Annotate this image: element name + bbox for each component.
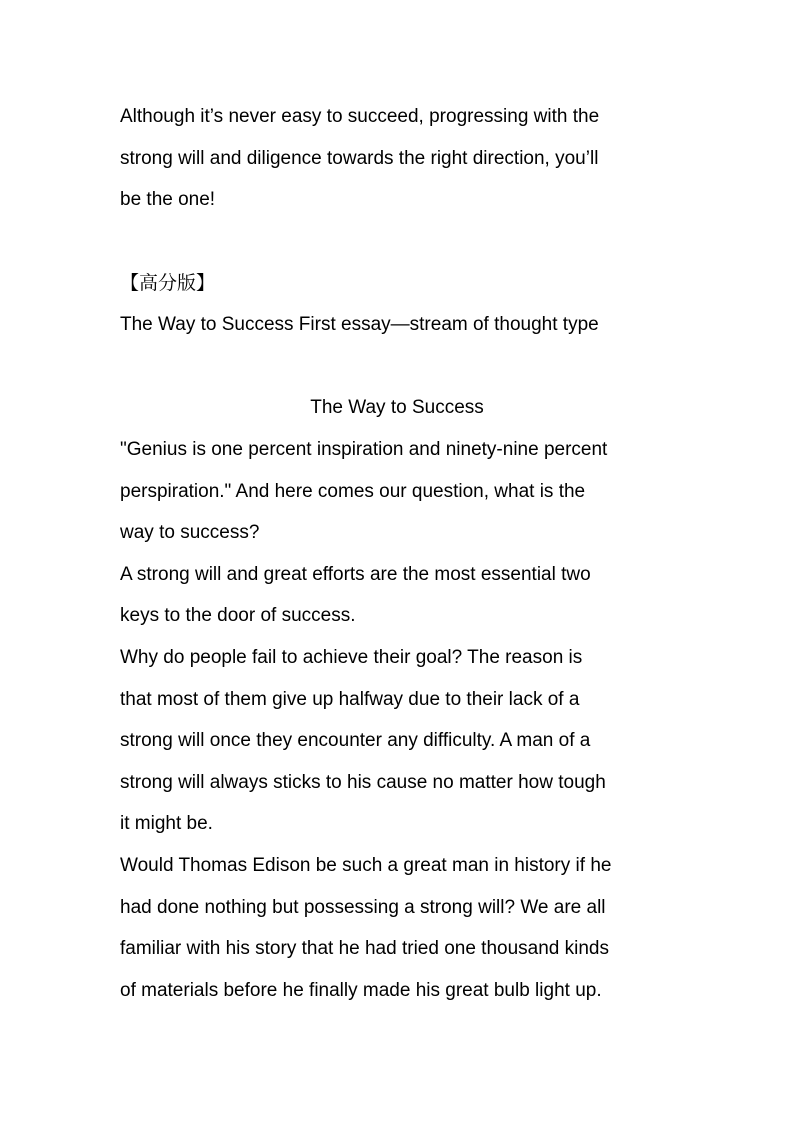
- essay-line: strong will always sticks to his cause no matter how tough: [120, 772, 606, 793]
- essay-line: "Genius is one percent inspiration and ninety-nine percent: [120, 439, 608, 460]
- essay-line: it might be.: [120, 813, 213, 834]
- essay-line: that most of them give up halfway due to their lack of a: [120, 689, 580, 710]
- essay-line: Why do people fail to achieve their goal? The reason is: [120, 647, 583, 668]
- section-tag: 【高分版】: [120, 273, 216, 294]
- essay-line: perspiration." And here comes our question, what is the: [120, 481, 586, 502]
- essay-line: way to success?: [120, 522, 260, 543]
- essay-title: The Way to Success: [310, 397, 484, 418]
- essay-line: keys to the door of success.: [120, 605, 356, 626]
- intro-line: be the one!: [120, 189, 216, 210]
- essay-line: of materials before he finally made his great bulb light up.: [120, 980, 602, 1001]
- essay-line: A strong will and great efforts are the most essential two: [120, 564, 591, 585]
- intro-line: strong will and diligence towards the right direction, you’ll: [120, 148, 599, 169]
- essay-line: strong will once they encounter any difficulty. A man of a: [120, 730, 591, 751]
- intro-line: Although it’s never easy to succeed, progressing with the: [120, 106, 600, 127]
- essay-line: familiar with his story that he had tried one thousand kinds: [120, 938, 609, 959]
- essay-line: had done nothing but possessing a strong will? We are all: [120, 897, 606, 918]
- essay-subtitle: The Way to Success First essay—stream of thought type: [120, 314, 599, 335]
- essay-line: Would Thomas Edison be such a great man in history if he: [120, 855, 612, 876]
